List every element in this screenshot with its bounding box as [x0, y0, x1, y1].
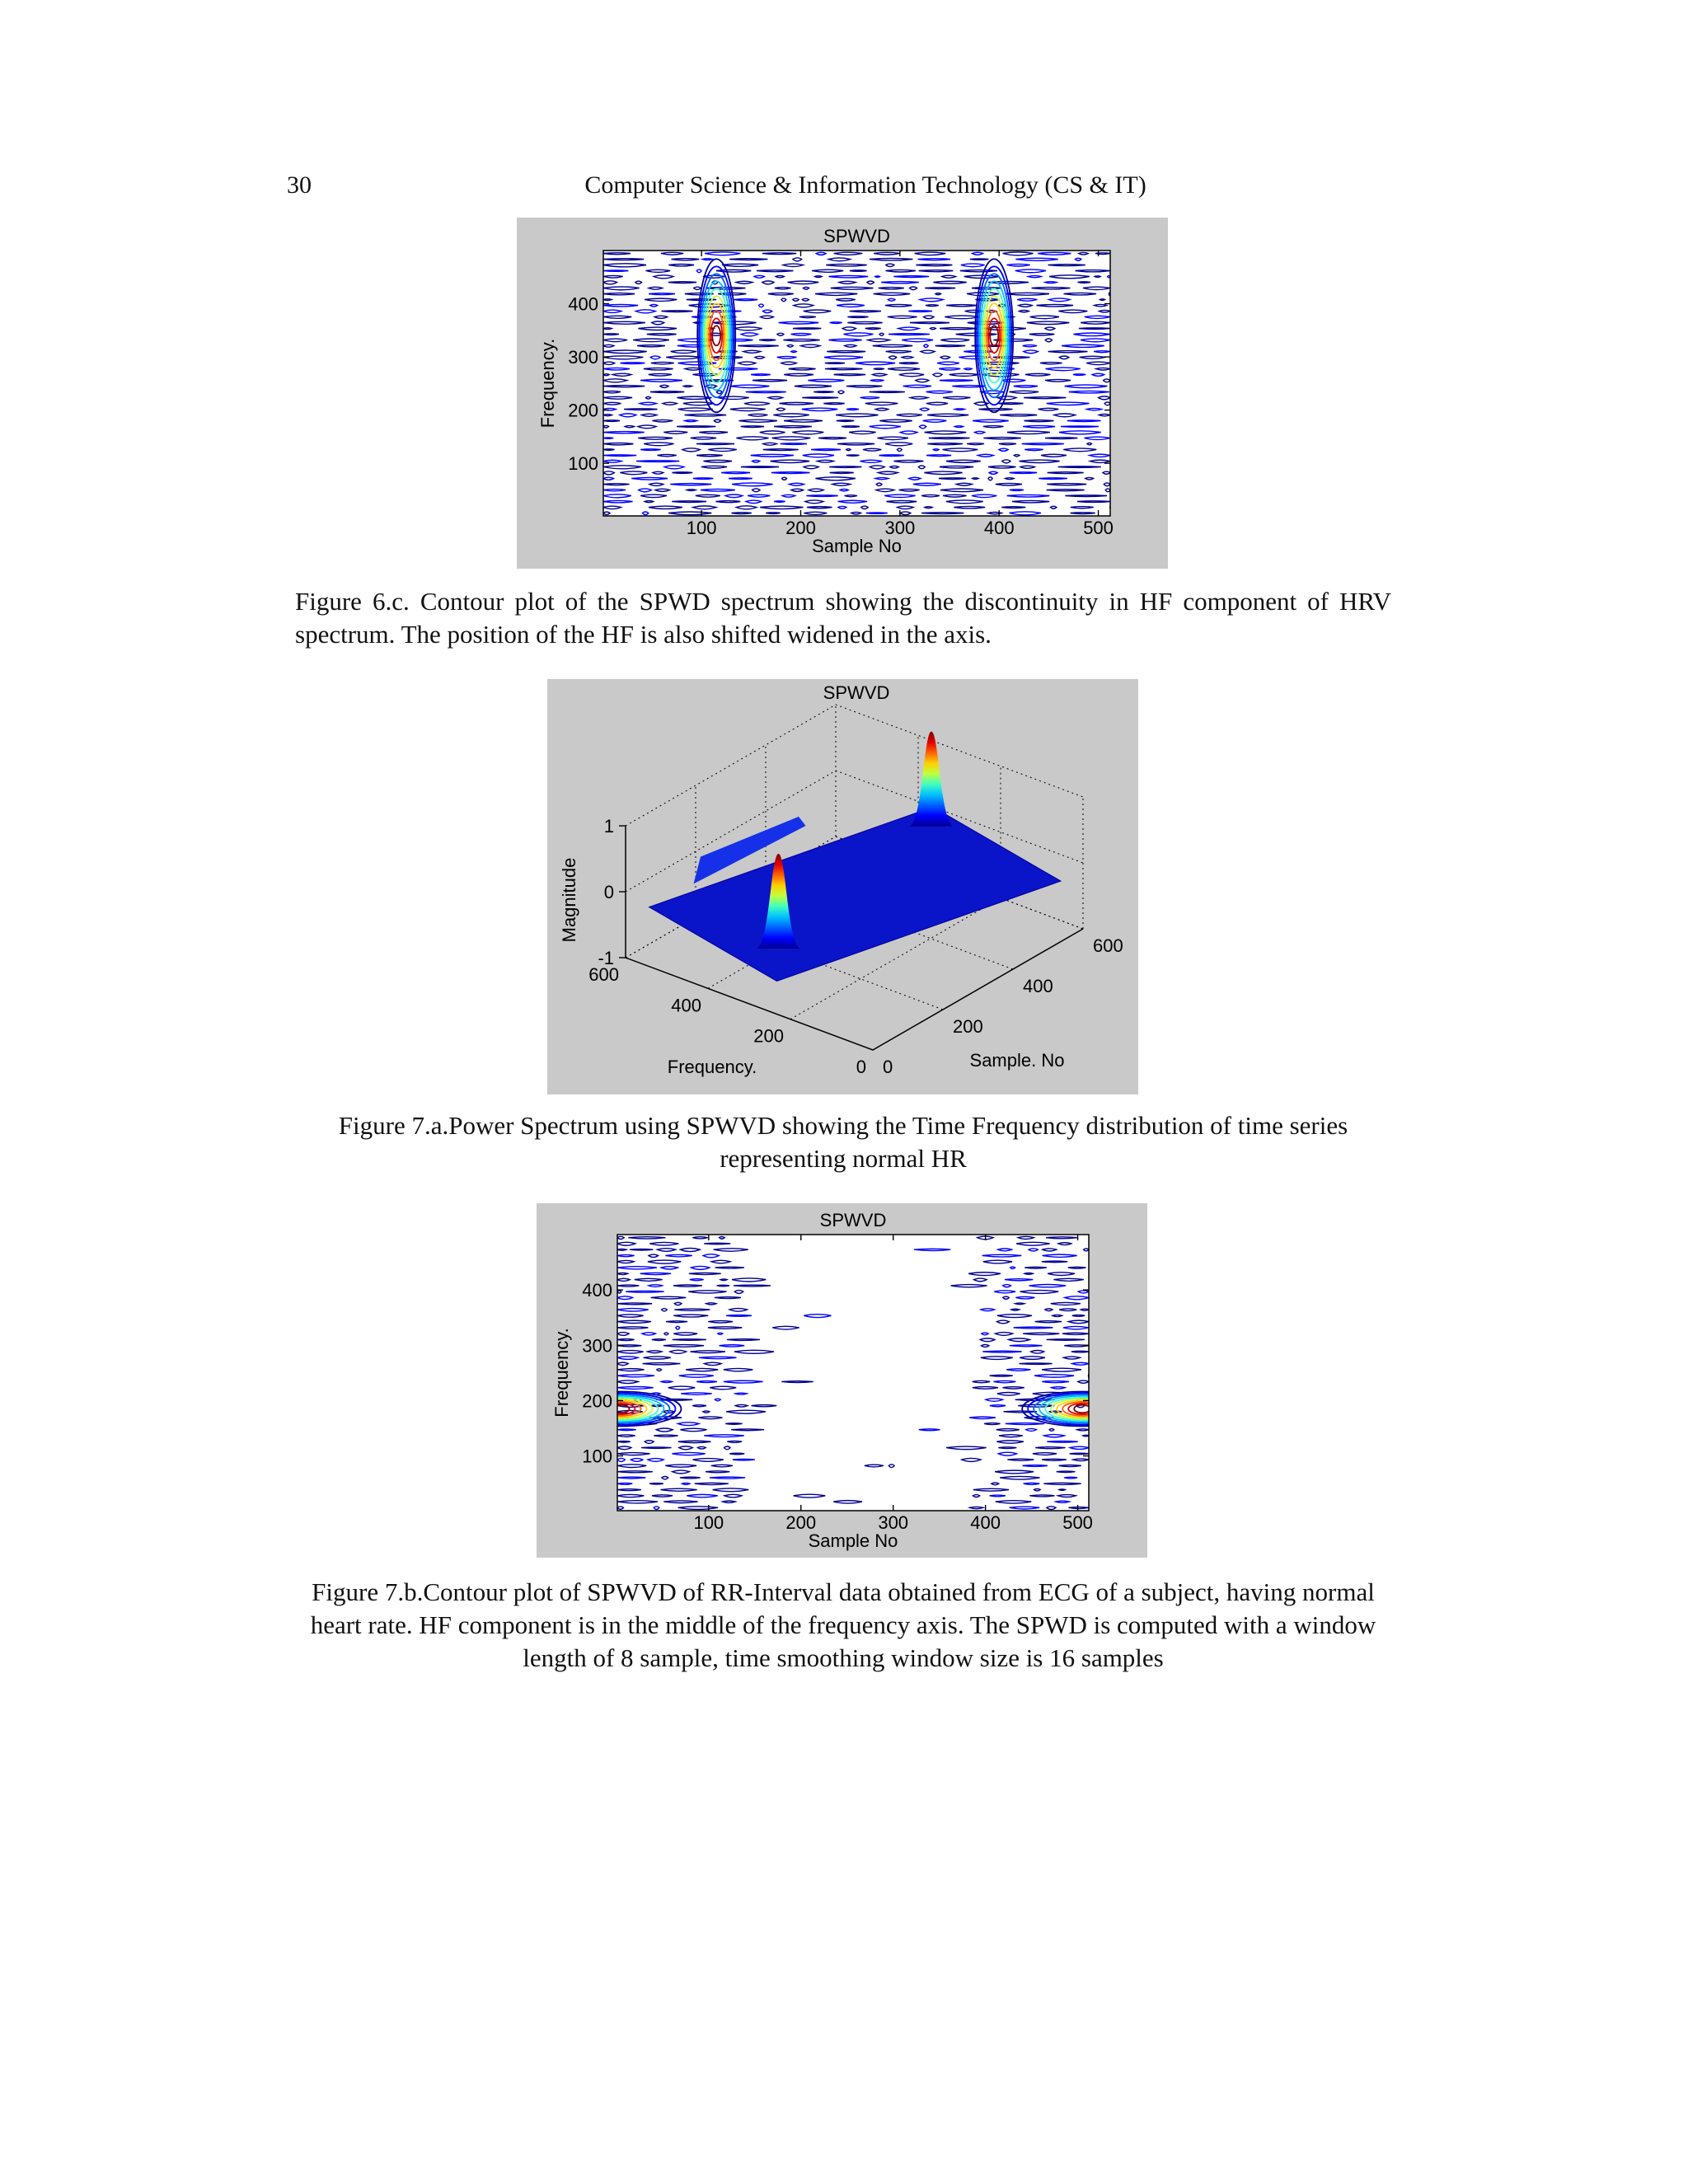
figure-7a-surface: [547, 679, 1138, 1094]
fig7b-mask-right: [1089, 1203, 1147, 1558]
fig7b-mask-left: [537, 1203, 617, 1558]
fig7a-title: SPWVD: [823, 682, 890, 703]
fig7a-xlabel: Frequency.: [667, 1057, 757, 1077]
fig7a-xtick-label: 200: [753, 1025, 784, 1047]
figure-6c-caption: Figure 6.c. Contour plot of the SPWD spectrum showing the discontinuity in HF component of HRV spectrum. The position of the HF is also shifted widened in the axis.: [295, 587, 1391, 649]
figure-7b-contour: [537, 1203, 1147, 1558]
fig7b-ylabel: Frequency.: [551, 1328, 572, 1418]
fig7a-gridline: [626, 705, 1083, 826]
fig7b-xtick-label: 200: [785, 1512, 817, 1533]
fig6c-plot-area: [603, 251, 1110, 516]
fig7b-xtick-label: 100: [693, 1512, 724, 1533]
fig6c-mask-right: [1110, 218, 1168, 569]
fig6c-xlabel: Sample No: [812, 536, 902, 556]
figure-6c-contour: [517, 218, 1168, 569]
fig7b-ytick-label: 300: [582, 1335, 612, 1357]
fig7b-xtick-label: 300: [878, 1512, 909, 1533]
running-header: Computer Science & Information Technology (CS & IT): [584, 171, 1146, 199]
fig7b-ytick-label: 400: [582, 1280, 612, 1301]
fig7a-ytick-label: 600: [1093, 935, 1123, 956]
fig7a-peak-back: [910, 732, 953, 827]
fig7a-zlabel: Magnitude: [559, 857, 579, 943]
fig7b-title: SPWVD: [819, 1210, 887, 1230]
fig6c-xtick-label: 400: [983, 518, 1015, 538]
fig7a-xtick-label: 0: [856, 1057, 866, 1077]
figure-7b-caption: Figure 7.b.Contour plot of SPWVD of RR-Interval data obtained from ECG of a subject, having normal heart rate. HF component is in the middle of the frequency axis. The SPWD is computed with a window length of 8 sample, time smoothing window size is 16 samples: [310, 1577, 1376, 1672]
figure-7b-svg: [537, 1203, 1147, 1558]
fig7a-ytick-label: 400: [1023, 976, 1053, 996]
fig7b-plot-area: [617, 1235, 1089, 1511]
fig7a-ylabel: Sample. No: [969, 1050, 1065, 1071]
fig6c-title: SPWVD: [823, 226, 890, 246]
fig6c-ytick-label: 400: [568, 293, 598, 315]
fig7b-ytick-label: 100: [582, 1446, 612, 1467]
fig7a-ytick-label: 200: [953, 1016, 983, 1037]
fig7a-xtick-label: 600: [588, 964, 619, 985]
fig6c-xtick-label: 100: [686, 518, 717, 538]
fig7a-surface: [649, 807, 1062, 981]
fig6c-ylabel: Frequency.: [537, 338, 558, 429]
figure-7a-caption: Figure 7.a.Power Spectrum using SPWVD showing the Time Frequency distribution of time series representing normal HR: [338, 1111, 1348, 1173]
fig6c-ytick-label: 200: [568, 400, 598, 421]
fig7a-xtick-label: 400: [671, 995, 701, 1016]
fig7a-ztick-label: 1: [603, 816, 614, 837]
figure-7a-svg: [547, 679, 1138, 1094]
fig7b-xtick-label: 500: [1062, 1512, 1093, 1533]
fig6c-xtick-label: 200: [785, 518, 816, 538]
fig6c-xtick-label: 300: [884, 518, 916, 538]
fig7b-xtick-label: 400: [970, 1512, 1001, 1533]
fig6c-ytick-label: 100: [568, 453, 598, 475]
fig7b-ytick-label: 200: [582, 1390, 612, 1412]
fig7b-xlabel: Sample No: [808, 1530, 898, 1551]
fig6c-xtick-label: 500: [1083, 518, 1114, 538]
page-number: 30: [287, 171, 312, 199]
fig6c-mask-left: [517, 218, 603, 569]
fig7a-ztick-label: -1: [598, 948, 614, 968]
fig6c-ytick-label: 300: [568, 347, 598, 368]
fig7a-ytick-label: 0: [883, 1057, 893, 1077]
figure-6c-svg: [517, 218, 1168, 569]
fig7a-ztick-label: 0: [603, 882, 614, 902]
